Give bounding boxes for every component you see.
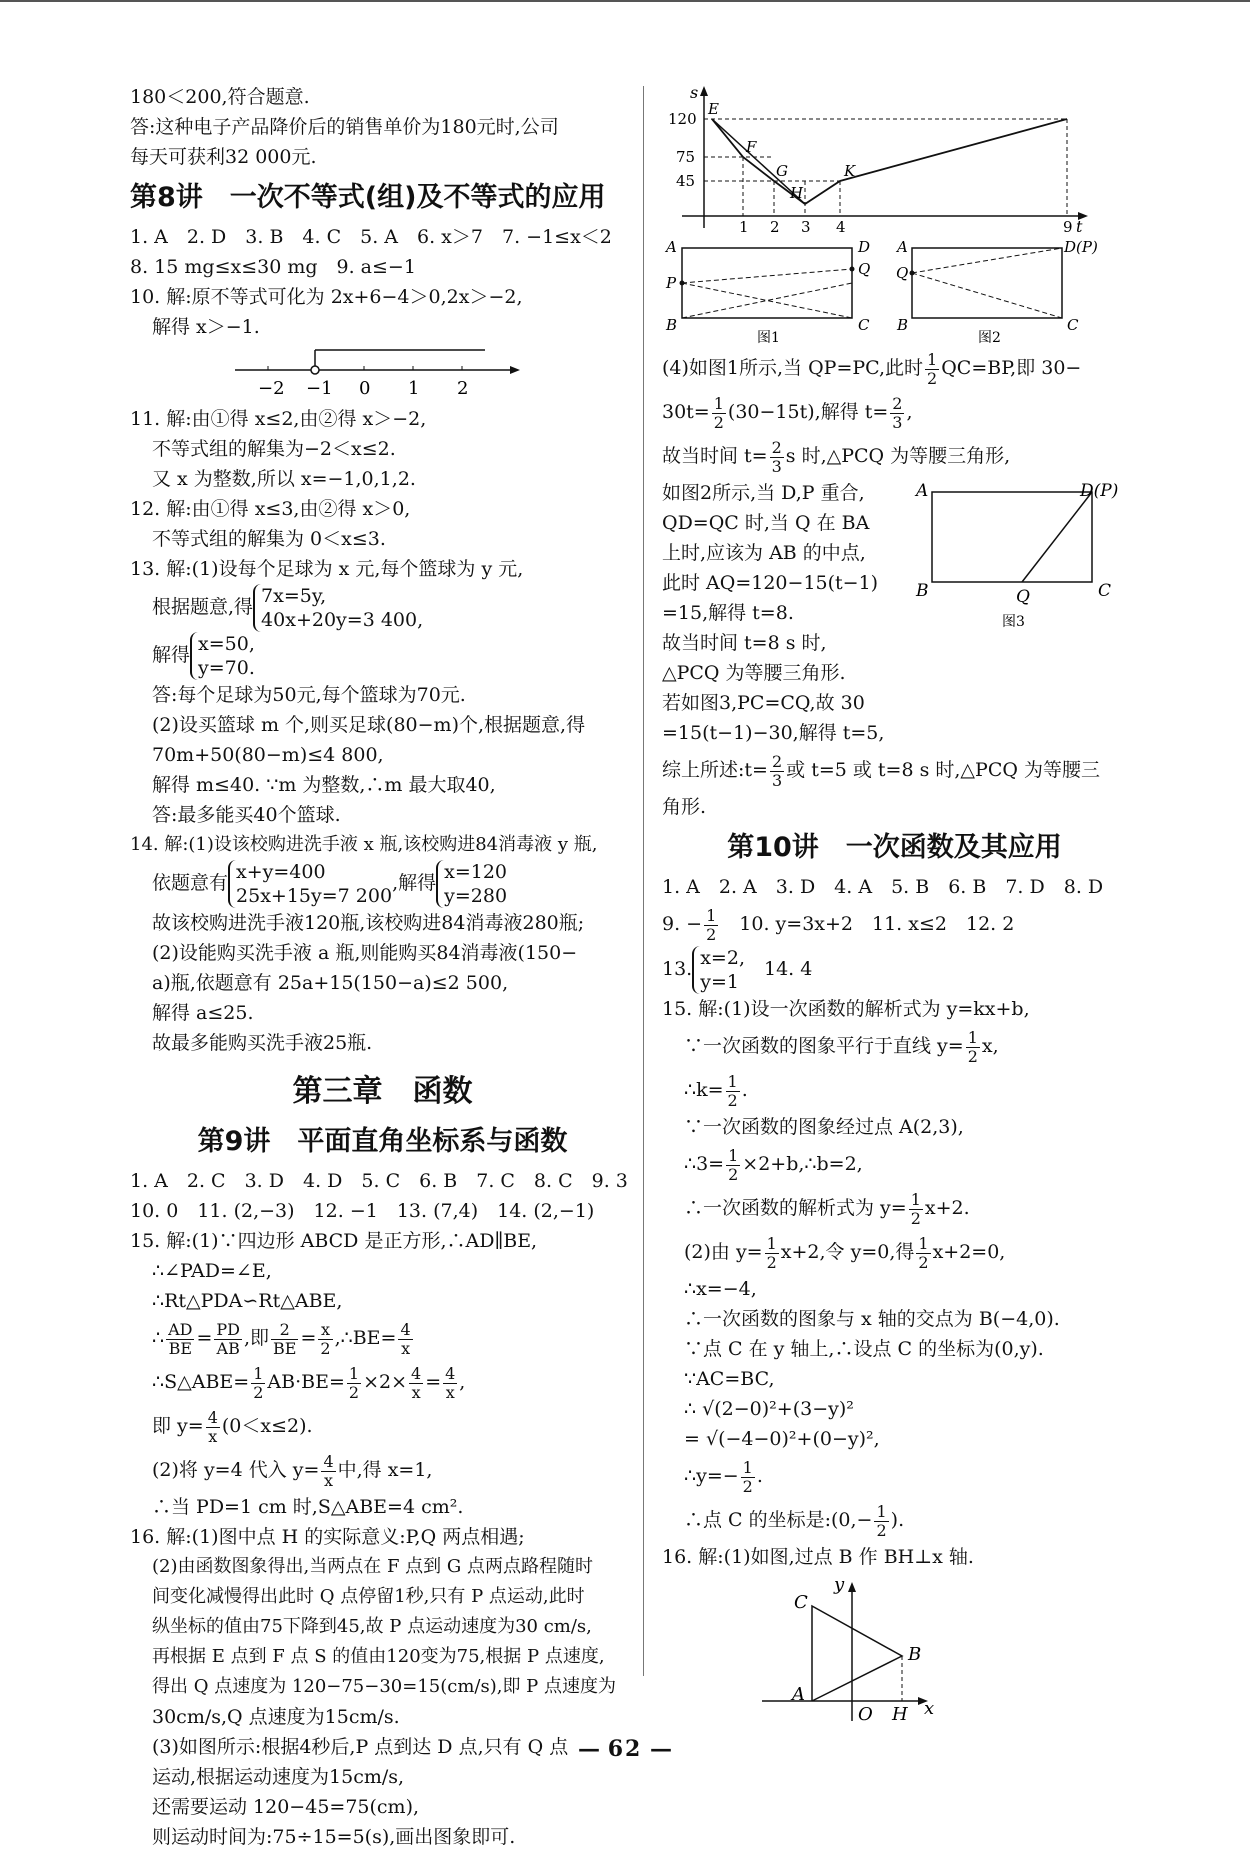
- text-line: (3)如图所示:根据4秒后,P 点到达 D 点,只有 Q 点: [152, 1736, 569, 1758]
- text-line: 此时 AQ=120−15(t−1): [662, 572, 879, 594]
- text: 依题意有: [152, 872, 229, 894]
- fraction: $\frac{4}{x}$: [411, 1363, 422, 1402]
- text-line: (2)将 y=4 代入 y= $\frac{4}{x}$ 中,得 x=1,: [152, 1451, 433, 1490]
- text-line: 故最多能购买洗手液25瓶.: [152, 1032, 373, 1054]
- fraction: $\frac{1}{2}$: [253, 1363, 264, 1402]
- top-rule: [0, 0, 1250, 2]
- text-line: 即 y= $\frac{4}{x}$ (0＜x≤2).: [152, 1407, 313, 1446]
- text-line: [130, 860, 635, 908]
- answer-line: 1. A 2. C 3. D 4. D 5. C 6. B 7. C 8. C 9. 3: [130, 1170, 628, 1192]
- tick-label: 2: [770, 218, 780, 236]
- text-line: 16. 解:(1)如图,过点 B 作 BH⊥x 轴.: [662, 1546, 974, 1568]
- point-label: C: [1098, 581, 1112, 601]
- point-label: Q: [858, 260, 871, 278]
- fraction: $\frac{1}{2}$: [918, 1233, 929, 1272]
- answer-line: 1. A 2. D 3. B 4. C 5. A 6. x＞7 7. −1≤x＜2: [130, 226, 612, 248]
- fraction: $\frac{1}{2}$: [876, 1501, 887, 1540]
- text-line: 如图2所示,当 D,P 重合,: [662, 482, 865, 504]
- text-line: ∵点 C 在 y 轴上,∴设点 C 的坐标为(0,y).: [684, 1338, 1044, 1360]
- text-line: 纵坐标的值由75下降到45,故 P 点运动速度为30 cm/s,: [152, 1616, 592, 1637]
- text-line: ∵一次函数的图象平行于直线 y= $\frac{1}{2}$ x,: [684, 1027, 999, 1066]
- text-line: (2)设能购买洗手液 a 瓶,则能购买84消毒液(150−: [152, 942, 578, 964]
- text-line: 答:这种电子产品降价后的销售单价为180元时,公司: [130, 116, 559, 138]
- text-line: 间变化减慢得出此时 Q 点停留1秒,只有 P 点运动,此时: [152, 1586, 585, 1607]
- text-line: ∴一次函数的解析式为 y= $\frac{1}{2}$ x+2.: [684, 1189, 970, 1228]
- text-line: 10. 解:原不等式可化为 2x+6−4＞0,2x＞−2,: [130, 286, 523, 308]
- point-label: H: [790, 184, 804, 202]
- chapter-3-title: 第三章 函数: [292, 1074, 473, 1109]
- point-label: D: [858, 238, 871, 256]
- point-label: A: [666, 238, 677, 256]
- tick-label: 0: [359, 378, 371, 399]
- text-line: [130, 632, 635, 680]
- tick-label: 4: [836, 218, 846, 236]
- text-line: ∴x=−4,: [684, 1278, 757, 1300]
- figure-caption: 图1: [757, 330, 780, 346]
- text-line: (2)设买篮球 m 个,则买足球(80−m)个,根据题意,得: [152, 714, 586, 736]
- figures-1-2: [662, 236, 1127, 346]
- text-line: 16. 解:(1)图中点 H 的实际意义:P,Q 两点相遇;: [130, 1526, 525, 1548]
- text: 根据题意,得: [152, 596, 254, 618]
- text-line: 若如图3,PC=CQ,故 30: [662, 692, 865, 714]
- lecture-9-title: 第9讲 平面直角坐标系与函数: [197, 1126, 568, 1157]
- text-line: 14. 解:(1)设该校购进洗手液 x 瓶,该校购进84消毒液 y 瓶,: [130, 834, 598, 855]
- text-line: 故当时间 t=8 s 时,: [662, 632, 827, 654]
- number-line: [130, 342, 635, 404]
- point-label: O: [858, 1704, 873, 1725]
- text-line: 又 x 为整数,所以 x=−1,0,1,2.: [152, 468, 416, 490]
- text-line: 13. 解:(1)设每个足球为 x 元,每个篮球为 y 元,: [130, 558, 524, 580]
- point-label: P: [666, 274, 677, 292]
- figure-3: [912, 478, 1127, 638]
- text: ,解得: [392, 872, 437, 894]
- fraction: $\frac{4}{x}$: [323, 1451, 334, 1490]
- tick-label: 75: [676, 148, 696, 166]
- text-line: 解得 x＞−1.: [152, 316, 260, 338]
- fraction: $\frac{4}{x}$: [445, 1363, 456, 1402]
- text-line: ∴ √(2−0)²+(3−y)²: [684, 1398, 854, 1420]
- equation-system: x=2, y=1: [692, 946, 745, 994]
- text-line: (4)如图1所示,当 QP=PC,此时 $\frac{1}{2}$ QC=BP,即 30−: [662, 349, 1082, 388]
- text-line: 11. 解:由①得 x≤2,由②得 x＞−2,: [130, 408, 427, 430]
- text-line: 得出 Q 点速度为 120−75−30=15(cm/s),即 P 点速度为: [152, 1676, 617, 1697]
- left-column: [130, 82, 635, 1852]
- column-divider: [643, 86, 644, 1676]
- answer-line: 8. 15 mg≤x≤30 mg 9. a≤−1: [130, 256, 416, 278]
- page-number: — 62 —: [578, 1736, 672, 1762]
- text-line: 运动,根据运动速度为15cm/s,: [152, 1766, 405, 1788]
- text-line: ∴Rt△PDA∽Rt△ABE,: [152, 1290, 343, 1312]
- axis-label: y: [834, 1576, 845, 1595]
- tick-label: −2: [258, 378, 285, 399]
- point-label: H: [892, 1704, 908, 1725]
- point-label: E: [708, 100, 719, 118]
- figure-4: [662, 1576, 1127, 1726]
- tick-label: 1: [408, 378, 420, 399]
- fraction: $\frac{1}{2}$: [766, 1233, 777, 1272]
- equation-system: x+y=400 25x+15y=7 200: [228, 860, 392, 908]
- point-label: Q: [896, 264, 909, 282]
- text-line: 70m+50(80−m)≤4 800,: [152, 744, 384, 766]
- answer-line: 10. 0 11. (2,−3) 12. −1 13. (7,4) 14. (2,−1): [130, 1200, 595, 1222]
- fraction: $\frac{1}{2}$: [706, 905, 717, 944]
- text-line: 故该校购进洗手液120瓶,该校购进84消毒液280瓶;: [152, 912, 585, 934]
- text-line: 上时,应该为 AB 的中点,: [662, 542, 866, 564]
- motion-graph: [662, 86, 1127, 236]
- fraction: $\frac{2}{3}$: [892, 393, 903, 432]
- text-line: [130, 584, 635, 632]
- fraction: $\frac{1}{2}$: [713, 393, 724, 432]
- text-line: ∴k= $\frac{1}{2}$ .: [684, 1071, 748, 1110]
- text-line: 角形.: [662, 796, 707, 818]
- fraction: $\frac{1}{2}$: [727, 1071, 738, 1110]
- point-label: G: [776, 162, 788, 180]
- text-line: 15. 解:(1)设一次函数的解析式为 y=kx+b,: [662, 998, 1030, 1020]
- fraction: $\frac{PD}{AB}$: [216, 1319, 240, 1358]
- text-line: 30t= $\frac{1}{2}$ (30−15t),解得 t= $\frac{2}{3}$ ,: [662, 393, 913, 432]
- fraction: $\frac{1}{2}$: [910, 1189, 921, 1228]
- figure-caption: 图2: [978, 330, 1001, 346]
- text-line: 综上所述:t= $\frac{2}{3}$ 或 t=5 或 t=8 s 时,△PCQ 为等腰三: [662, 751, 1100, 790]
- fraction: $\frac{1}{2}$: [927, 349, 938, 388]
- point-label: D(P): [1064, 238, 1098, 256]
- point-label: B: [916, 581, 929, 601]
- lecture-10-title: 第10讲 一次函数及其应用: [727, 832, 1062, 863]
- point-label: D(P): [1080, 481, 1119, 501]
- right-column: [662, 86, 1127, 1726]
- fraction: $\frac{4}{x}$: [207, 1407, 218, 1446]
- text-line: ∵一次函数的图象经过点 A(2,3),: [684, 1116, 964, 1138]
- text-line: ∴点 C 的坐标是:(0,− $\frac{1}{2}$ ).: [684, 1501, 905, 1540]
- point-label: C: [1067, 316, 1079, 334]
- text-line: 还需要运动 120−45=75(cm),: [152, 1796, 420, 1818]
- fraction: $\frac{4}{x}$: [400, 1319, 411, 1358]
- equation-system: x=120 y=280: [436, 860, 507, 908]
- text-line: (2)由 y= $\frac{1}{2}$ x+2,令 y=0,得 $\frac{1}{2}$ x+2=0,: [684, 1233, 1006, 1272]
- text-line: QD=QC 时,当 Q 在 BA: [662, 512, 870, 534]
- text-line: =15,解得 t=8.: [662, 602, 794, 624]
- point-label: C: [858, 316, 870, 334]
- text-line: 则运动时间为:75÷15=5(s),画出图象即可.: [152, 1826, 516, 1848]
- fraction: $\frac{1}{2}$: [742, 1457, 753, 1496]
- fraction: $\frac{2}{3}$: [771, 437, 782, 476]
- case-block: [662, 478, 1127, 748]
- text-line: ∴∠PAD=∠E,: [152, 1260, 272, 1282]
- text-line: = √(−4−0)²+(0−y)²,: [684, 1428, 880, 1450]
- fraction: $\frac{2}{BE}$: [273, 1319, 297, 1358]
- text-line: 解得 m≤40. ∵m 为整数,∴m 最大取40,: [152, 774, 496, 796]
- answer-line: 13. x=2, y=1 14. 4: [662, 947, 813, 993]
- text-line: ∴S△ABE= $\frac{1}{2}$ AB·BE= $\frac{1}{2}$ ×2× $\frac{4}{x}$ = $\frac{4}{x}$ ,: [152, 1363, 466, 1402]
- text-line: a)瓶,依题意有 25a+15(150−a)≤2 500,: [152, 972, 509, 994]
- point-label: B: [897, 316, 909, 334]
- text-line: 再根据 E 点到 F 点 S 的值由120变为75,根据 P 点速度,: [152, 1646, 605, 1667]
- point-label: Q: [1016, 587, 1030, 607]
- tick-label: 3: [801, 218, 811, 236]
- answer-line: 9. − $\frac{1}{2}$ 10. y=3x+2 11. x≤2 12. 2: [662, 905, 1015, 944]
- point-label: A: [897, 238, 908, 256]
- point-label: B: [666, 316, 678, 334]
- fraction: $\frac{1}{2}$: [348, 1363, 360, 1402]
- text-line: 不等式组的解集为−2＜x≤2.: [152, 438, 396, 460]
- text-line: 答:每个足球为50元,每个篮球为70元.: [152, 684, 466, 706]
- text-line: 12. 解:由①得 x≤3,由②得 x＞0,: [130, 498, 411, 520]
- fraction: $\frac{AD}{BE}$: [168, 1319, 193, 1358]
- fraction: $\frac{1}{2}$: [728, 1145, 739, 1184]
- tick-label: 9: [1063, 218, 1073, 236]
- text-line: 15. 解:(1)∵四边形 ABCD 是正方形,∴AD∥BE,: [130, 1230, 538, 1252]
- text-line: △PCQ 为等腰三角形.: [662, 662, 846, 684]
- answer-line: 1. A 2. A 3. D 4. A 5. B 6. B 7. D 8. D: [662, 876, 1104, 898]
- text-line: ∴当 PD=1 cm 时,S△ABE=4 cm².: [152, 1496, 464, 1518]
- fraction: $\frac{2}{3}$: [771, 751, 783, 790]
- point-label: F: [746, 138, 757, 156]
- point-label: B: [908, 1644, 922, 1665]
- text-line: 30cm/s,Q 点速度为15cm/s.: [152, 1706, 400, 1728]
- point-label: C: [794, 1592, 808, 1613]
- point-label: A: [916, 481, 929, 501]
- figure-caption: 图3: [1002, 614, 1025, 630]
- text-line: 不等式组的解集为 0＜x≤3.: [152, 528, 386, 550]
- text-line: ∴3= $\frac{1}{2}$ ×2+b,∴b=2,: [684, 1145, 863, 1184]
- fraction: $\frac{x}{2}$: [320, 1319, 331, 1358]
- lecture-8-title: 第8讲 一次不等式(组)及不等式的应用: [130, 182, 606, 213]
- tick-label: 2: [457, 378, 469, 399]
- axis-label: s: [690, 86, 699, 102]
- tick-label: 45: [676, 172, 696, 190]
- text-line: 答:最多能买40个篮球.: [152, 804, 341, 826]
- axis-label: t: [1076, 217, 1083, 236]
- axis-label: x: [924, 1698, 935, 1719]
- equation-system: 7x=5y, 40x+20y=3 400,: [253, 584, 423, 632]
- tick-label: 120: [668, 110, 697, 128]
- equation-system: x=50, y=70.: [190, 632, 255, 680]
- text-line: 每天可获利32 000元.: [130, 146, 317, 168]
- text-line: ∴ $\frac{AD}{BE}$ = $\frac{PD}{AB}$ ,即 $\frac{2}{BE}$ = $\frac{x}{2}$ ,∴BE= $\frac{4}{x}$: [152, 1319, 411, 1358]
- text-line: =15(t−1)−30,解得 t=5,: [662, 722, 885, 744]
- text-line: 解得 a≤25.: [152, 1002, 254, 1024]
- text-line: 故当时间 t= $\frac{2}{3}$ s 时,△PCQ 为等腰三角形,: [662, 437, 1011, 476]
- point-label: K: [844, 162, 856, 180]
- text-line: ∴y=− $\frac{1}{2}$ .: [684, 1457, 763, 1496]
- text-line: ∴一次函数的图象与 x 轴的交点为 B(−4,0).: [684, 1308, 1060, 1330]
- fraction: $\frac{1}{2}$: [967, 1027, 978, 1066]
- text: 解得: [152, 644, 191, 666]
- text-line: 180＜200,符合题意.: [130, 86, 310, 108]
- text-line: (2)由函数图象得出,当两点在 F 点到 G 点两点路程随时: [152, 1556, 593, 1577]
- point-label: A: [792, 1684, 805, 1705]
- tick-label: 1: [739, 218, 749, 236]
- tick-label: −1: [306, 378, 333, 399]
- text-line: ∵AC=BC,: [684, 1368, 775, 1390]
